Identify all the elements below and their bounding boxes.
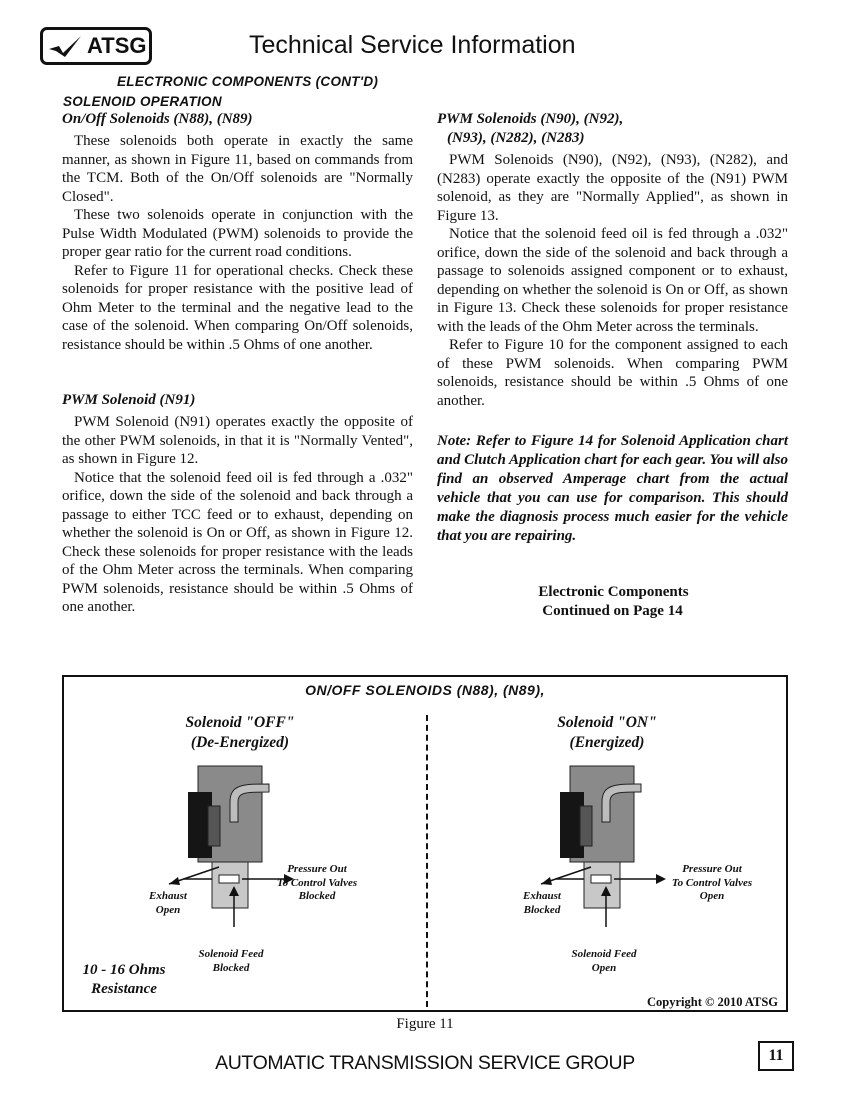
pwm-paragraph-2: Notice that the solenoid feed oil is fed through a .032" orifice, down the side of the solenoid and back through a passage to solenoids assigned component or to exhaust, depending on whether the solenoid is On or Off, as shown in Figure 13. Check these solenoids for proper resistance with the leads of the Ohm Meter across the terminals.	[437, 226, 788, 335]
off-feed-line1: Solenoid Feed	[198, 948, 264, 960]
on-feed	[554, 948, 654, 975]
on-feed-line2: Open	[591, 961, 617, 974]
off-pressure-out-line1: Pressure Out	[287, 863, 347, 875]
onoff-paragraph-3: Refer to Figure 11 for operational checks. Check these solenoids for proper resistance with the positive lead of Ohm Meter to the terminal and the negative lead to the case of the solenoid. When comparing On/Off solenoids, resistance should be within .5 Ohms of one another.	[62, 262, 413, 353]
off-exhaust-line2: Open	[155, 903, 181, 916]
onoff-heading: On/Off Solenoids (N88), (N89)	[62, 111, 253, 127]
logo-check-icon	[47, 33, 83, 59]
on-title-line2: (Energized)	[569, 734, 645, 751]
on-exhaust-line2: Blocked	[523, 903, 561, 916]
onoff-paragraph-2: These two solenoids operate in conjunction with the Pulse Width Modulated (PWM) solenoids to provide the proper gear ratio for the current road conditions.	[62, 207, 413, 260]
off-exhaust	[136, 890, 200, 917]
on-title-line1: Solenoid "ON"	[557, 714, 657, 731]
on-exhaust-line1: Exhaust	[523, 890, 561, 902]
on-pressure-out-line2: To Control Valves	[671, 876, 753, 889]
page-title: Technical Service Information	[249, 31, 576, 59]
onoff-paragraph-1: These solenoids both operate in exactly the same manner, as shown in Figure 11, based on commands from the TCM. Both of the On/Off solenoids are "Normally Closed".	[62, 133, 413, 205]
figure-caption: Figure 11	[396, 1016, 454, 1032]
off-pressure-out-line2: To Control Valves	[276, 876, 358, 889]
pwm-paragraph-1: PWM Solenoids (N90), (N92), (N93), (N282), and (N283) operate exactly the opposite of the (N91) PWM solenoid, as they are "Normally Applied", as shown in Figure 13.	[437, 152, 788, 224]
note: Note: Refer to Figure 14 for Solenoid Application chart and Clutch Application chart for each gear. You will also find an observed Amperage chart from the actual vehicle that you can use for comparison. This should make the diagnosis process much easier for the vehicle that you are repairing.	[437, 433, 788, 544]
continued-line1: Electronic Components	[538, 584, 689, 600]
footer-org: AUTOMATIC TRANSMISSION SERVICE GROUP	[215, 1052, 635, 1074]
off-title-line2: (De-Energized)	[190, 734, 290, 751]
subsection-heading: SOLENOID OPERATION	[63, 94, 222, 109]
pwm-heading-line2: (N93), (N282), (N283)	[447, 130, 585, 146]
pwm-paragraph-3: Refer to Figure 10 for the component assigned to each of these PWM solenoids. When comparing PWM solenoids, resistance should be within .5 Ohms of one another.	[437, 337, 788, 409]
divider-line	[426, 715, 428, 1007]
off-pressure-out	[261, 863, 373, 904]
off-title-line1: Solenoid "OFF"	[185, 714, 295, 731]
resistance-line2: Resistance	[91, 981, 157, 997]
resistance-line1: 10 - 16 Ohms	[82, 962, 166, 978]
pwm-heading-line1: PWM Solenoids (N90), (N92),	[437, 111, 624, 127]
continued-line2: Continued on Page 14	[542, 603, 683, 619]
pwm-n91-paragraph-1: PWM Solenoid (N91) operates exactly the opposite of the other PWM solenoids, in that it is "Normally Vented", as shown in Figure 12.	[62, 414, 413, 467]
on-pressure-out	[656, 863, 768, 904]
on-pressure-out-line3: Open	[699, 890, 725, 902]
figure-11-box	[62, 675, 788, 1012]
off-exhaust-line1: Exhaust	[149, 890, 187, 902]
atsg-logo	[40, 27, 152, 65]
section-heading: ELECTRONIC COMPONENTS (CONT'D)	[117, 74, 379, 89]
left-column	[62, 110, 413, 617]
page-number: 11	[758, 1041, 794, 1071]
pwm-n91-paragraph-2: Notice that the solenoid feed oil is fed through a .032" orifice, down the side of the solenoid and back through a passage to either TCC feed or to exhaust, depending on whether the solenoid is On or Off, as shown in Figure 12. Check these solenoids for proper resistance with the leads of the Ohm Meter across the terminals. When comparing PWM solenoids, resistance should be within .5 Ohms of one another.	[62, 469, 413, 615]
off-feed	[181, 948, 281, 975]
on-pressure-out-line1: Pressure Out	[682, 863, 742, 875]
off-feed-line2: Blocked	[212, 961, 250, 974]
off-pressure-out-line3: Blocked	[298, 890, 336, 902]
logo-text: ATSG	[87, 33, 147, 58]
figure-title: ON/OFF SOLENOIDS (N88), (N89),	[305, 682, 545, 698]
right-column	[437, 110, 788, 621]
copyright: Copyright © 2010 ATSG	[647, 995, 778, 1009]
on-feed-line1: Solenoid Feed	[571, 948, 637, 960]
pwm-n91-heading: PWM Solenoid (N91)	[62, 392, 196, 408]
on-exhaust	[510, 890, 574, 917]
